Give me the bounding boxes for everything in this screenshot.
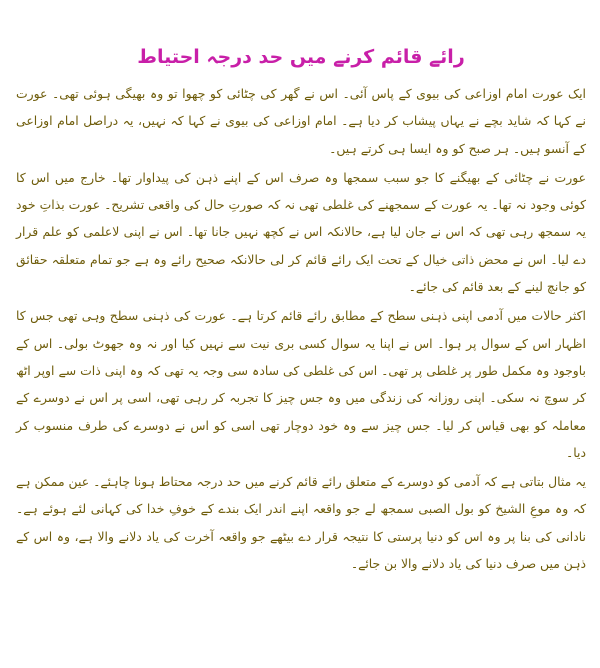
paragraph-1: ایک عورت امام اوزاعی کی بیوی کے پاس آئی۔ اس نے گھر کی چٹائی کو چھوا تو وہ بھیگی ہوئی تھی۔ عورت نے کہا کہ شاید بچے نے یہاں پیشاب کر دیا ہے۔ امام اوزاعی کی بیوی نے کہا کہ نہیں، یہ دراصل امام اوزاعی کے آنسو ہیں۔ ہر صبح کو وہ ایسا ہی کرتے ہیں۔ xyxy=(16,86,586,156)
article-title: رائے قائم کرنے میں حد درجہ احتیاط xyxy=(137,46,465,68)
paragraph-4: یہ مثال بتاتی ہے کہ آدمی کو دوسرے کے متعلق رائے قائم کرنے میں حد درجہ محتاط ہونا چاہئے۔ عین ممکن ہے کہ وہ موعِ الشیخ کو بول الصبی سمجھ لے جو واقعہ اپنے اندر ایک بندے کے خوفِ خدا کی کہانی لئے ہوئے ہے۔ نادانی کی بنا پر وہ اس کو دنیا پرستی کا نتیجہ قرار دے بیٹھے جو واقعہ آخرت کی یاد دلانے والا ہے، وہ اس کے ذہن میں صرف دنیا کی یاد دلانے والا بن جائے۔ xyxy=(16,474,586,572)
paragraph-3: اکثر حالات میں آدمی اپنی ذہنی سطح کے مطابق رائے قائم کرتا ہے۔ عورت کی ذہنی سطح وہی تھی جس کا اظہار اس کے سوال پر ہوا۔ اس نے اپنا یہ سوال کسی بری نیت سے نہیں کیا اور نہ وہ جھوٹ بولی۔ اس کے باوجود وہ مکمل طور پر غلطی پر تھی۔ اس کی غلطی کی سادہ سی وجہ یہ تھی کہ وہ اپنی ذات سے اوپر اٹھ کر سوچ نہ سکی۔ اپنی روزانہ کی زندگی میں وہ جس چیز کا تجربہ کر رہی تھی، اسی پر اس نے دوسرے کے معاملہ کو بھی قیاس کر لیا۔ جس چیز سے وہ خود دوچار تھی اسی کو اس نے دوسرے کی طرف منسوب کر دیا۔ xyxy=(16,308,586,460)
paragraph-2: عورت نے چٹائی کے بھیگنے کا جو سبب سمجھا وہ صرف اس کے اپنے ذہن کی پیداوار تھا۔ خارج میں اس کا کوئی وجود نہ تھا۔ یہ عورت کے سمجھنے کی غلطی تھی نہ کہ صورتِ حال کی واقعی تشریح۔ عورت بذاتِ خود یہ سمجھ رہی تھی کہ اس نے جان لیا ہے، حالانکہ اس نے کچھ نہیں جانا تھا۔ اس نے اپنی لاعلمی کو علم قرار دے لیا۔ اس نے محض ذاتی خیال کے تحت ایک رائے قائم کر لی حالانکہ صحیح رائے وہ ہے جو تمام متعلقہ حقائق کو جانچ لینے کے بعد قائم کی جائے۔ xyxy=(16,169,586,295)
